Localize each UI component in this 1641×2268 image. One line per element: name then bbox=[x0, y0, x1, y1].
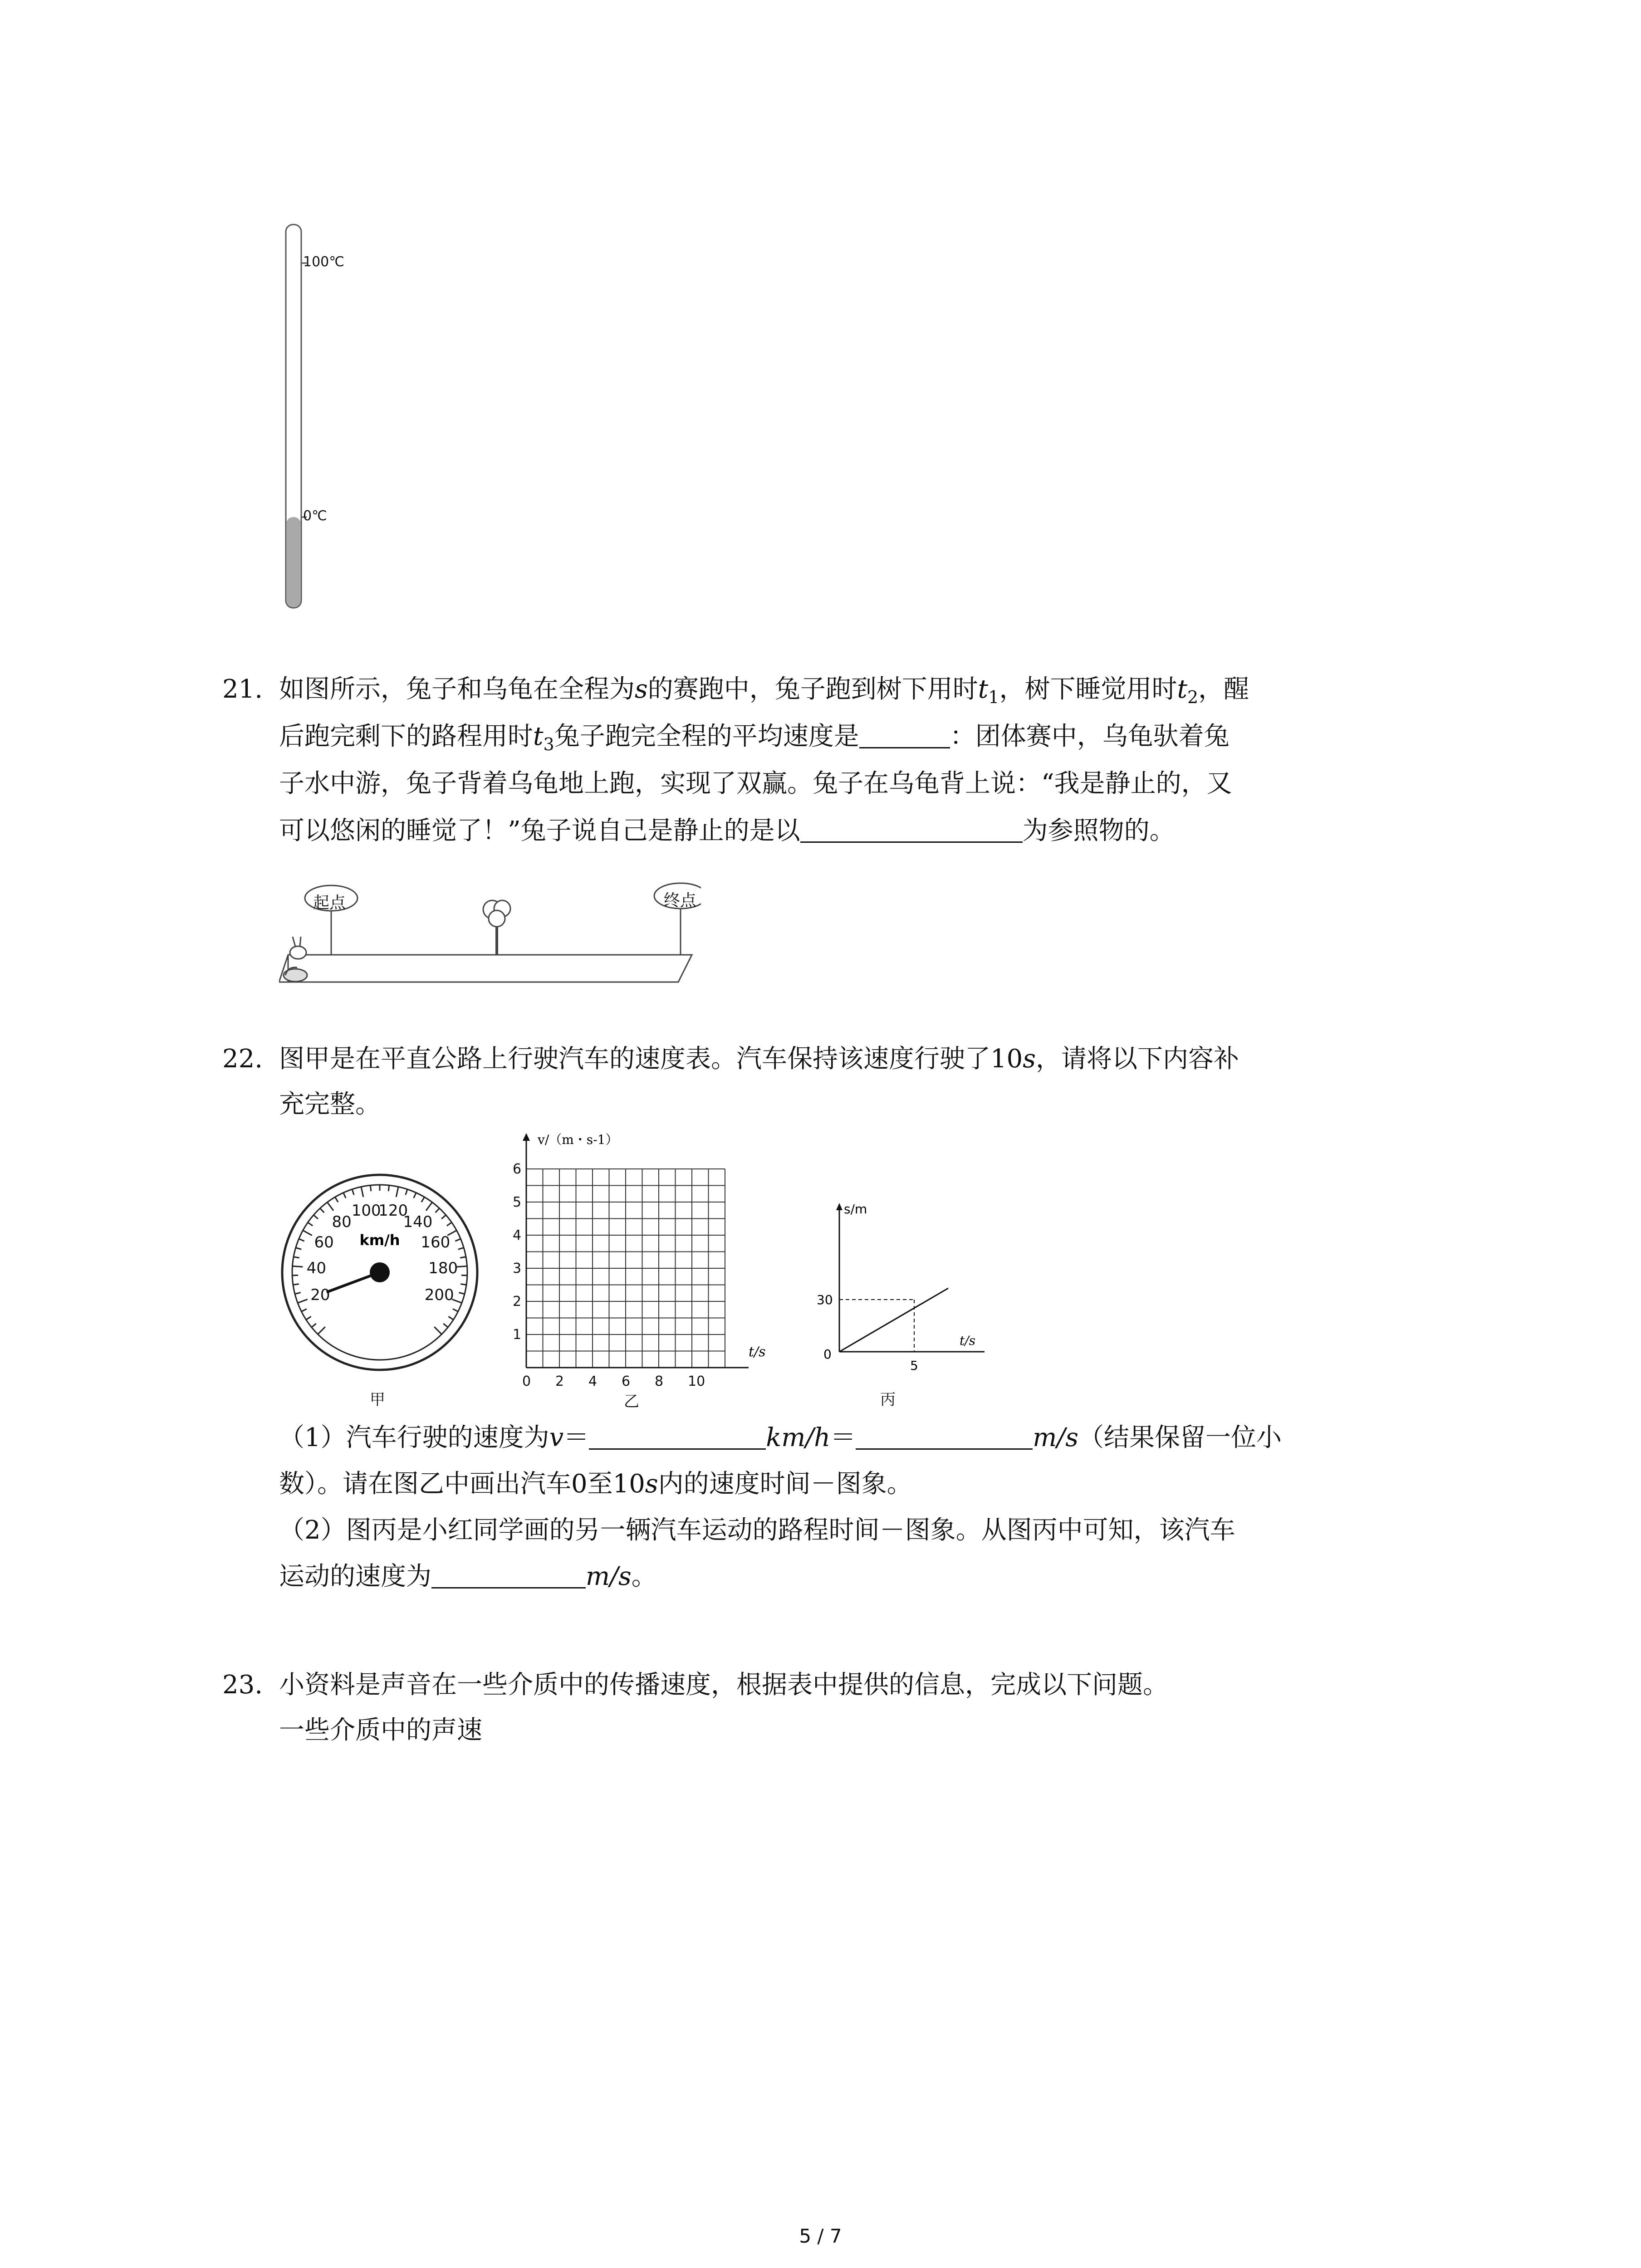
page-number: 5 / 7 bbox=[799, 2225, 842, 2247]
q21-line-4: 可以悠闲的睡觉了！”兔子说自己是静止的是以 为参照物的。 bbox=[279, 808, 1175, 854]
speedometer-tick bbox=[370, 1185, 371, 1191]
q21-line-1: 如图所示，兔子和乌龟在全程为s的赛跑中，兔子跑到树下用时$t_1$，树下睡觉用时$t_2$，醒 bbox=[279, 675, 1249, 707]
figure-bing-label: 丙 bbox=[880, 1391, 896, 1409]
graph-yi-ytick: 4 bbox=[513, 1227, 522, 1243]
speedometer-tick-label: 20 bbox=[310, 1286, 330, 1304]
speedometer-tick-label: 140 bbox=[403, 1212, 433, 1231]
graph-yi-ytick: 6 bbox=[513, 1161, 522, 1177]
answer-blank-average-speed[interactable] bbox=[859, 720, 950, 748]
graph-yi-xtick: 8 bbox=[655, 1374, 664, 1389]
q22-part2-line-2: 运动的速度为 m/s。 bbox=[279, 1554, 657, 1599]
graph-yi-ylabel: v/（m・s-1） bbox=[538, 1132, 618, 1147]
start-label: 起点 bbox=[313, 894, 346, 912]
q23-line-1: 小资料是声音在一些介质中的传播速度，根据表中提供的信息，完成以下问题。 bbox=[279, 1670, 1168, 1700]
q22-part1-line-2: 数）。请在图乙中画出汽车0至10s内的速度时间－图象。 bbox=[279, 1469, 912, 1499]
q22-part1-line-1: （1）汽车行驶的速度为v＝ km/h＝ m/s（结果保留一位小 bbox=[279, 1415, 1282, 1461]
distance-time-line bbox=[839, 1288, 948, 1352]
needle-hub bbox=[370, 1262, 390, 1282]
speedometer-tick-label: 200 bbox=[424, 1286, 454, 1304]
speedometer-tick bbox=[293, 1284, 299, 1285]
q21-line-3: 子水中游，兔子背着乌龟地上跑，实现了双赢。兔子在乌龟背上说：“我是静止的，又 bbox=[279, 769, 1232, 798]
q22-line-1: 图甲是在平直公路上行驶汽车的速度表。汽车保持该速度行驶了10s，请将以下内容补 bbox=[279, 1044, 1239, 1074]
graph-yi-ytick: 1 bbox=[513, 1327, 522, 1343]
speedometer-tick-label: 40 bbox=[306, 1259, 326, 1278]
thermometer-bottom-label: 0℃ bbox=[303, 508, 327, 524]
graph-yi-ytick: 5 bbox=[513, 1194, 522, 1210]
graph-yi-ytick: 3 bbox=[513, 1261, 522, 1276]
answer-blank-ms[interactable] bbox=[856, 1421, 1033, 1450]
graph-yi-xtick: 4 bbox=[588, 1374, 598, 1389]
answer-blank-kmh[interactable] bbox=[589, 1421, 766, 1450]
graph-yi-figure bbox=[495, 1129, 776, 1402]
graph-yi-xtick: 0 bbox=[522, 1374, 531, 1389]
figure-yi-label: 乙 bbox=[624, 1393, 639, 1411]
graph-bing-x5: 5 bbox=[910, 1358, 918, 1373]
speedometer-tick bbox=[388, 1185, 389, 1191]
graph-yi-xlabel: t/s bbox=[749, 1344, 766, 1360]
graph-bing-figure bbox=[812, 1193, 994, 1383]
liquid-column bbox=[286, 517, 301, 607]
speedometer-tick-label: 180 bbox=[428, 1259, 458, 1278]
graph-bing-ylabel: s/m bbox=[844, 1202, 867, 1217]
speedometer-tick-label: 60 bbox=[314, 1233, 334, 1251]
end-label: 终点 bbox=[664, 891, 697, 910]
speedometer-tick-label: 100 bbox=[351, 1202, 381, 1220]
graph-yi-xtick: 6 bbox=[622, 1374, 631, 1389]
tree-icon bbox=[483, 900, 510, 955]
graph-yi-ytick: 2 bbox=[513, 1294, 522, 1310]
thermometer-figure bbox=[277, 218, 377, 617]
graph-bing-y30: 30 bbox=[817, 1292, 833, 1307]
speedometer-figure bbox=[279, 1170, 483, 1406]
question-number: 21. bbox=[222, 675, 263, 704]
q23-line-2: 一些介质中的声速 bbox=[279, 1716, 482, 1745]
q22-line-2: 充完整。 bbox=[279, 1090, 381, 1119]
answer-blank-bing-speed[interactable] bbox=[431, 1560, 586, 1589]
question-number: 22. bbox=[222, 1044, 263, 1074]
q21-line-2: 后跑完剩下的路程用时$t_3$兔子跑完全程的平均速度是 ：团体赛中，乌龟驮着兔 bbox=[279, 714, 1230, 767]
figure-jia-label: 甲 bbox=[370, 1391, 385, 1409]
speedometer-tick-label: 120 bbox=[378, 1202, 408, 1220]
graph-bing-origin: 0 bbox=[823, 1347, 832, 1362]
speedometer-tick bbox=[460, 1284, 466, 1285]
thermometer-top-label: 100℃ bbox=[303, 254, 344, 270]
speedometer-tick-label: 80 bbox=[332, 1212, 352, 1231]
graph-yi-xtick: 2 bbox=[555, 1374, 564, 1389]
speed-unit-label: km/h bbox=[359, 1232, 400, 1249]
q22-part2-line-1: （2）图丙是小红同学画的另一辆汽车运动的路程时间－图象。从图丙中可知，该汽车 bbox=[279, 1515, 1235, 1545]
speedometer-tick bbox=[292, 1266, 303, 1267]
graph-yi-xtick: 10 bbox=[688, 1374, 705, 1389]
speedometer-tick-label: 160 bbox=[421, 1233, 451, 1251]
speedometer-tick bbox=[457, 1266, 467, 1267]
question-number: 23. bbox=[222, 1670, 263, 1700]
answer-blank-reference-frame[interactable] bbox=[800, 814, 1023, 843]
graph-bing-xlabel: t/s bbox=[960, 1333, 976, 1348]
